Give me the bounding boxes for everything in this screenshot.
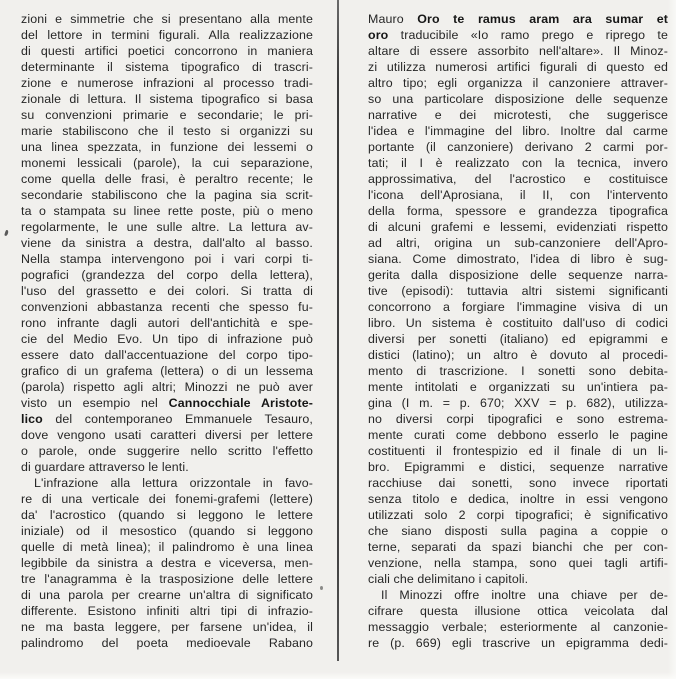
text-line	[21, 299, 313, 315]
text-line	[368, 123, 668, 139]
text-line	[368, 251, 668, 267]
text-segment: l'uso del grassetto e dei colori. Si tratta di	[21, 284, 313, 298]
text-segment: pografici (grandezza del corpo della lettera),	[21, 268, 313, 282]
text-segment: Il Minozzi offre inoltre una chiave per de-	[381, 588, 668, 602]
text-segment: messaggio verbale; esteriormente al canzonie-	[368, 620, 668, 634]
text-line	[21, 43, 313, 59]
text-line	[368, 139, 668, 155]
text-segment: traducibile «Io ramo prego e riprego te	[388, 28, 668, 42]
text-segment: viene da sinistra a destra, dall'alto al basso.	[21, 236, 313, 250]
text-segment: concorrono a forgiare l'immagine visiva di un	[368, 300, 668, 314]
text-line	[21, 107, 313, 123]
text-line	[21, 315, 313, 331]
text-segment: Mauro	[368, 12, 418, 26]
text-line	[368, 507, 668, 523]
text-line	[368, 603, 668, 619]
text-segment: zionale di lettura. Il sistema tipografico si basa	[21, 92, 313, 106]
text-segment: diversi per sonetti (italiano) ed epigrammi e	[368, 332, 668, 346]
text-segment: libro. Un sistema è costituito dall'uso di codici	[368, 316, 668, 330]
text-line	[21, 603, 313, 619]
text-line	[368, 475, 668, 491]
text-segment: Nella stampa intervengono poi i vari corpi ti-	[21, 252, 313, 266]
text-segment: del lettore in termini figurali. Alla realizzazione	[21, 28, 313, 42]
text-segment: l'idea e l'immagine del libro. Inoltre dal carme	[368, 124, 668, 138]
text-segment: come quella delle frasi, è peraltro recente; le	[21, 172, 313, 186]
text-segment: ne ma basta leggere, per farsene un'idea, il	[21, 620, 313, 634]
text-segment: ta o stampata su linee rette poste, più o meno	[21, 204, 313, 218]
text-segment: (parola) rispetto agli altri; Minozzi ne può aver	[21, 380, 313, 394]
text-segment: su convenzioni primarie e secondarie; le pri-	[21, 108, 313, 122]
text-segment: legibbile da sinistra a destra e viceversa, men-	[21, 556, 313, 570]
text-line	[368, 27, 668, 43]
text-segment: tati; il I è realizzato con la tecnica, invero	[368, 156, 668, 170]
text-line	[21, 59, 313, 75]
text-segment: di una parola per crearne un'altra di significato	[21, 588, 313, 602]
right-text-column	[368, 11, 668, 651]
scan-speck	[320, 586, 323, 590]
text-line	[21, 379, 313, 395]
text-line	[368, 379, 668, 395]
text-line	[21, 523, 313, 539]
text-segment: che siano disposti sulla pagina a coppie o	[368, 524, 668, 538]
text-segment: ciali che delimitano i capitoli.	[368, 572, 529, 586]
text-line	[368, 187, 668, 203]
text-line	[21, 139, 313, 155]
text-segment: di guardare attraverso le lenti.	[21, 460, 189, 474]
text-segment: una linea spezzata, in funzione dei lessemi o	[21, 140, 313, 154]
text-line	[368, 235, 668, 251]
text-line	[21, 507, 313, 523]
text-segment: bro. Epigrammi e distici, sequenze narrative	[368, 460, 668, 474]
text-segment: zioni e simmetrie che si presentano alla mente	[21, 12, 313, 26]
text-line	[368, 411, 668, 427]
text-segment: iniziale) od il mesostico (quando si leggono	[21, 524, 313, 538]
text-segment: palindromo del poeta medioevale Rabano	[21, 636, 313, 650]
scan-edge-shadow	[0, 672, 676, 679]
text-segment: quelle di metà linea); il palindromo è una linea	[21, 540, 313, 554]
bold-text: oro	[368, 28, 389, 42]
text-line	[21, 219, 313, 235]
text-line	[368, 171, 668, 187]
text-line	[368, 523, 668, 539]
text-line	[368, 315, 668, 331]
text-segment: mento di trascrizione. I sonetti sono debita-	[368, 364, 668, 378]
text-segment: tre l'anagramma è la trasposizione delle lettere	[21, 572, 313, 586]
text-line	[21, 459, 313, 475]
text-segment: convenzioni abbastanza recenti che spesso fu-	[21, 300, 313, 314]
text-line	[21, 155, 313, 171]
text-segment: narrative e dei microtesti, che suggerisce	[368, 108, 668, 122]
text-line	[368, 443, 668, 459]
text-segment: determinante il sistema tipografico di trascri-	[21, 60, 313, 74]
text-segment: terne, separati da spazi bianchi che per con-	[368, 540, 668, 554]
text-line	[21, 587, 313, 603]
text-line	[368, 155, 668, 171]
text-segment: re (p. 669) egli trascrive un epigramma dedi-	[368, 636, 668, 650]
text-segment: monemi lessicali (parole), la cui separazione,	[21, 156, 313, 170]
text-line	[368, 203, 668, 219]
text-line	[21, 187, 313, 203]
text-segment: di questi artifici poetici concorrono in maniera	[21, 44, 313, 58]
text-line	[21, 427, 313, 443]
text-segment: senza titolo e dedica, inoltre in essi vengono	[368, 492, 668, 506]
text-line	[368, 459, 668, 475]
text-line	[368, 491, 668, 507]
text-line	[368, 283, 668, 299]
text-segment: no diversi corpi tipografici e sono estrema-	[368, 412, 668, 426]
text-line	[368, 395, 668, 411]
text-line	[21, 91, 313, 107]
text-line	[21, 123, 313, 139]
text-segment: gina (I m. = p. 670; XXV = p. 682), utilizza-	[368, 396, 668, 410]
text-line	[368, 43, 668, 59]
text-line	[368, 107, 668, 123]
text-line	[21, 411, 313, 427]
text-segment: gerita dalla disposizione delle sequenze narra-	[368, 268, 668, 282]
text-segment: ad altri, origina un sub-canzoniere dell'Apro-	[368, 236, 668, 250]
text-segment: tive (episodi): tuttavia altri sistemi significanti	[368, 284, 668, 298]
bold-text: Cannocchiale Aristote-	[168, 396, 313, 410]
text-line	[21, 363, 313, 379]
text-segment: re di una verticale dei fonemi-grafemi (lettere)	[21, 492, 313, 506]
text-line	[368, 75, 668, 91]
text-line	[368, 363, 668, 379]
text-line	[368, 587, 668, 603]
text-segment: grafico di un grafema (lettera) o di un lessema	[21, 364, 313, 378]
text-segment: della forma, spessore e grandezza tipografica	[368, 204, 668, 218]
text-line	[21, 555, 313, 571]
text-line	[368, 59, 668, 75]
text-line	[21, 619, 313, 635]
text-line	[21, 331, 313, 347]
left-text-column	[21, 11, 313, 651]
text-segment: cifrare questa illusione ottica veicolata dal	[368, 604, 668, 618]
scan-edge-shadow	[668, 0, 676, 679]
text-line	[21, 27, 313, 43]
column-divider-rule	[337, 0, 339, 661]
text-line	[368, 571, 668, 587]
text-line	[21, 75, 313, 91]
text-line	[21, 171, 313, 187]
text-segment: costituenti il frontespizio ed il finale di un li-	[368, 444, 668, 458]
text-segment: racchiuse dai sonetti, sono invece riportati	[368, 476, 668, 490]
text-segment: approssimativa, del l'acrostico e costituisce	[368, 172, 668, 186]
text-segment: mente intitolati e organizzati su un'intiera pa-	[368, 380, 668, 394]
text-line	[21, 235, 313, 251]
text-line	[368, 91, 668, 107]
text-line	[368, 219, 668, 235]
text-line	[21, 203, 313, 219]
text-segment: rono infrante dagli autori dell'antichità e spe-	[21, 316, 313, 330]
scan-speck	[4, 230, 9, 237]
text-line	[368, 619, 668, 635]
text-segment: utilizzati solo 2 corpi tipografici; è significativo	[368, 508, 668, 522]
text-segment: altare di essere assorbito nell'altare». Il Minoz-	[368, 44, 668, 58]
text-segment: l'icona dell'Aprosiana, il II, con l'intervento	[368, 188, 668, 202]
text-line	[21, 635, 313, 651]
text-line	[368, 635, 668, 651]
text-line	[21, 491, 313, 507]
text-line	[21, 443, 313, 459]
text-line	[368, 331, 668, 347]
text-segment: dove vengono usati caratteri diversi per lettere	[21, 428, 313, 442]
text-segment: venzione, nella stampa, sono quei tagli artifi-	[368, 556, 668, 570]
text-segment: distici (latino); un altro è dovuto al procedi-	[368, 348, 668, 362]
bold-text: lico	[21, 412, 43, 426]
text-line	[21, 283, 313, 299]
text-line	[368, 427, 668, 443]
text-line	[21, 475, 313, 491]
text-line	[368, 555, 668, 571]
text-segment: differente. Esistono infiniti altri tipi di infrazio-	[21, 604, 313, 618]
text-segment: zi utilizza numerosi artifici figurali di questo ed	[368, 60, 668, 74]
text-line	[21, 251, 313, 267]
text-line	[21, 347, 313, 363]
text-segment: del contemporaneo Emmanuele Tesauro,	[42, 412, 313, 426]
text-segment: essere dato dall'accentuazione del corpo tipo-	[21, 348, 313, 362]
text-segment: cie del Medio Evo. Un tipo di infrazione può	[21, 332, 313, 346]
text-segment: marie stabiliscono che il testo si organizzi su	[21, 124, 313, 138]
text-segment: altro tipo; egli organizza il canzoniere attraver-	[368, 76, 668, 90]
text-line	[368, 539, 668, 555]
text-segment: zione e numerose infrazioni al processo tradi-	[21, 76, 313, 90]
text-line	[21, 11, 313, 27]
text-segment: visto un esempio nel	[21, 396, 169, 410]
text-segment: secondarie stabiliscono che la pagina sia scrit-	[21, 188, 313, 202]
text-segment: o parole, onde suggerire nello scritto l'effetto	[21, 444, 313, 458]
text-segment: L'infrazione alla lettura orizzontale in favo-	[34, 476, 313, 490]
text-segment: so una particolare disposizione delle sequenze	[368, 92, 668, 106]
text-segment: di alcuni grafemi e lessemi, evidenziati rispetto	[368, 220, 668, 234]
text-line	[21, 571, 313, 587]
text-line	[368, 347, 668, 363]
text-segment: siana. Come dimostrato, l'idea di libro è sug-	[368, 252, 668, 266]
text-segment: mente curati come debbono esserlo le pagine	[368, 428, 668, 442]
text-segment: da' l'acrostico (quando si leggono le lettere	[21, 508, 313, 522]
text-line	[21, 267, 313, 283]
text-line	[368, 267, 668, 283]
text-segment: portante (il canzoniere) derivano 2 carmi por-	[368, 140, 668, 154]
bold-text: Oro te ramus aram ara sumar et	[417, 12, 668, 26]
text-line	[368, 299, 668, 315]
text-line	[21, 539, 313, 555]
text-line	[368, 11, 668, 27]
text-line	[21, 395, 313, 411]
text-segment: regolarmente, le une sulle altre. La lettura av-	[21, 220, 313, 234]
